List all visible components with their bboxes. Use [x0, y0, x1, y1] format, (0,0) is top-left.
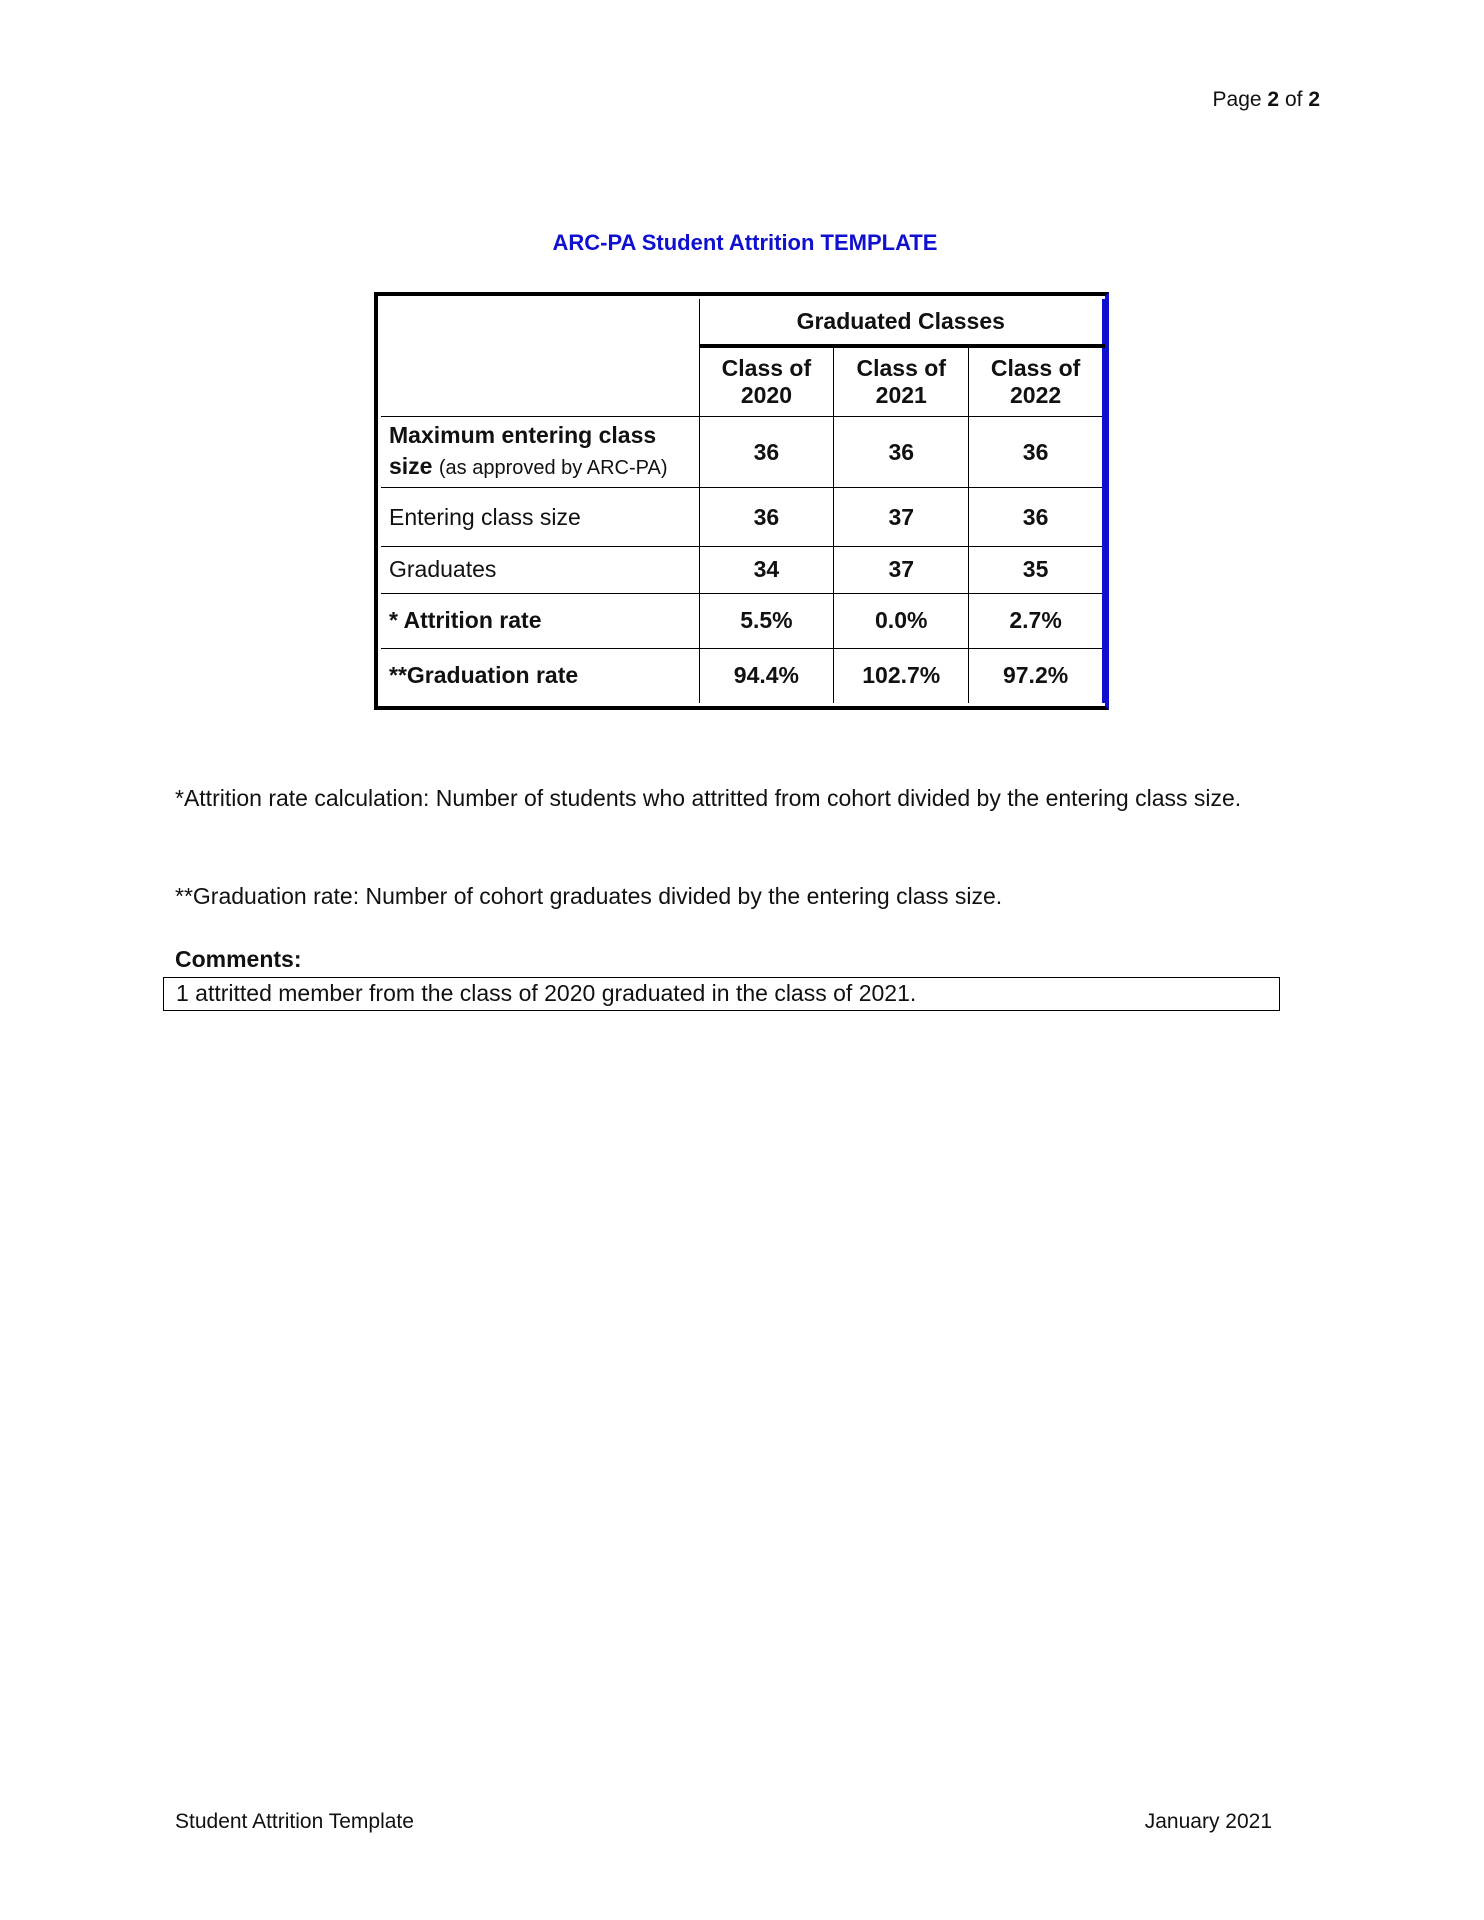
row-label-entering: Entering class size: [381, 488, 699, 547]
table-cell: 102.7%: [834, 648, 969, 703]
table-cell: 5.5%: [699, 593, 834, 648]
table-cell: 36: [834, 417, 969, 488]
table-cell: 36: [699, 488, 834, 547]
table-row: [381, 417, 1104, 488]
table-cell: 36: [969, 417, 1104, 488]
row-label-graduates: Graduates: [381, 547, 699, 594]
column-header-2022: Class of 2022: [969, 346, 1104, 417]
table-row: [381, 488, 1104, 547]
table-cell: 34: [699, 547, 834, 594]
graduated-classes-header: Graduated Classes: [699, 299, 1104, 346]
table-row: [381, 593, 1104, 648]
table-cell: 97.2%: [969, 648, 1104, 703]
column-header-2021: Class of 2021: [834, 346, 969, 417]
table-cell: 37: [834, 547, 969, 594]
table-group-header-row: [381, 299, 1104, 346]
column-header-2020: Class of 2020: [699, 346, 834, 417]
table-cell: 0.0%: [834, 593, 969, 648]
comments-field[interactable]: 1 attritted member from the class of 2020 graduated in the class of 2021.: [163, 977, 1280, 1011]
table-cell: 35: [969, 547, 1104, 594]
page-total: 2: [1308, 88, 1320, 111]
table-corner-cell: [381, 299, 699, 417]
attrition-table: [381, 299, 1105, 703]
page-number: [1213, 88, 1320, 112]
page-of: of: [1284, 88, 1303, 111]
graduation-note: **Graduation rate: Number of cohort graduates divided by the entering class size.: [175, 883, 1003, 909]
table-cell: 36: [699, 417, 834, 488]
row-label-attrition: * Attrition rate: [381, 593, 699, 648]
comments-label: Comments:: [175, 946, 302, 972]
attrition-note: *Attrition rate calculation: Number of students who attritted from cohort divided by the entering class size.: [175, 785, 1242, 811]
row-label-max-entering: Maximum entering class size (as approved by ARC-PA): [381, 417, 699, 488]
table-row: [381, 648, 1104, 703]
table-cell: 37: [834, 488, 969, 547]
page-current: 2: [1267, 88, 1280, 111]
table-cell: 36: [969, 488, 1104, 547]
table-row: [381, 547, 1104, 594]
row-label-graduation: **Graduation rate: [381, 648, 699, 703]
document-title: ARC-PA Student Attrition TEMPLATE: [552, 230, 938, 255]
footer-left: Student Attrition Template: [175, 1810, 414, 1833]
page-prefix: Page: [1212, 88, 1262, 111]
table-cell: 2.7%: [969, 593, 1104, 648]
attrition-table-frame: [374, 292, 1109, 710]
footer-right: January 2021: [1144, 1810, 1272, 1833]
table-cell: 94.4%: [699, 648, 834, 703]
